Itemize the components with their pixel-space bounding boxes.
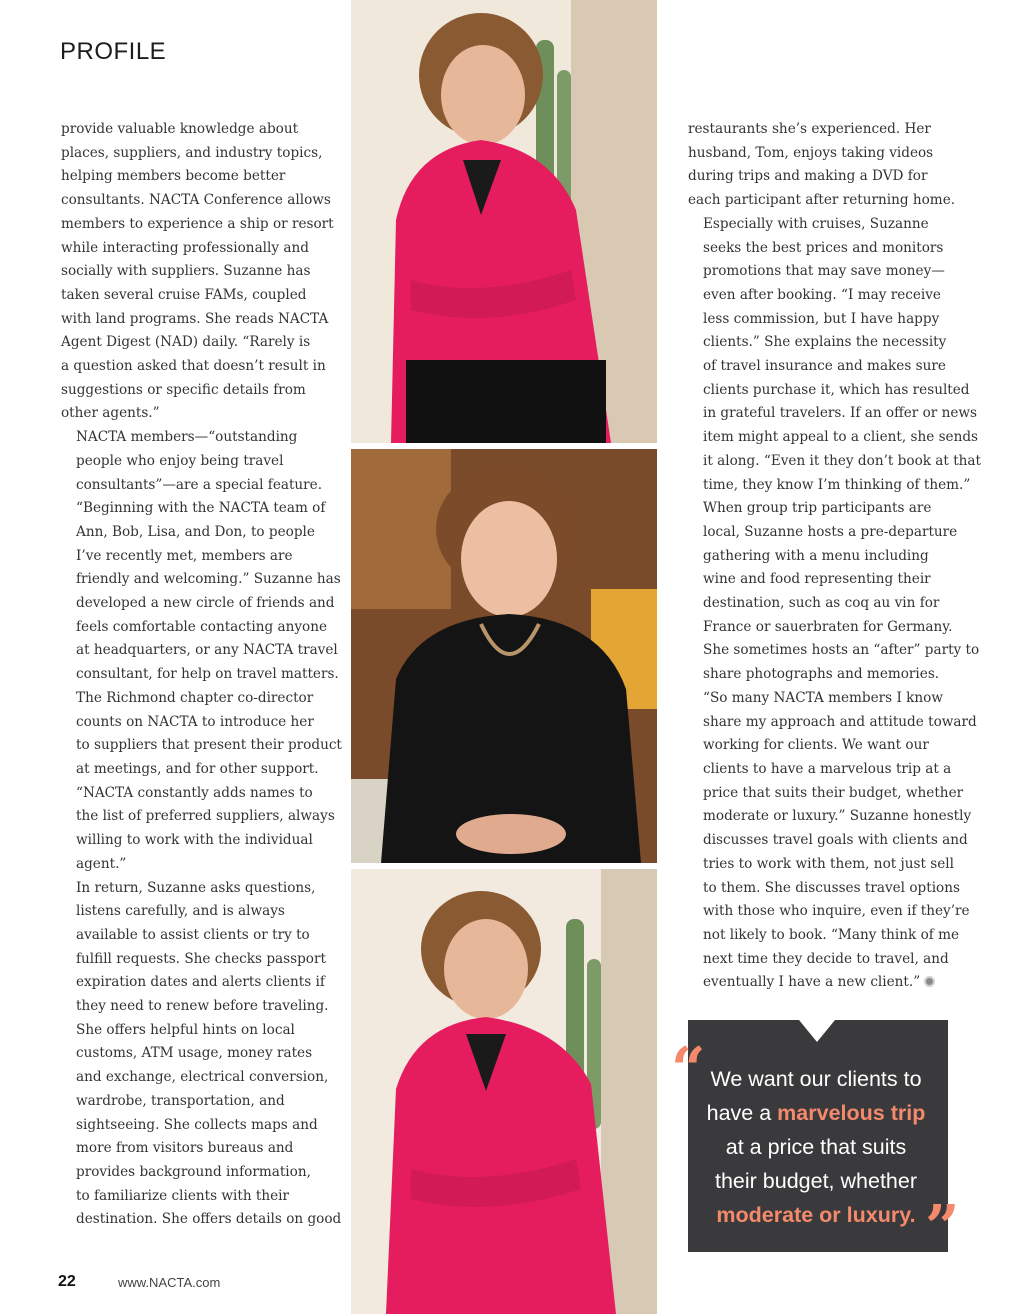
article-line: item might appeal to a client, she sends (703, 429, 979, 446)
article-line: a question asked that doesn’t result in (61, 358, 326, 375)
article-line: clients to have a marvelous trip at a (703, 760, 952, 777)
article-line: to suppliers that present their product (76, 737, 342, 754)
article-line: share my approach and attitude toward (703, 713, 977, 730)
pull-quote-line: We want our clients to (710, 1067, 922, 1091)
photo-portrait-3 (351, 869, 657, 1314)
article-line: in grateful travelers. If an offer or news (703, 405, 978, 422)
article-line: at headquarters, or any NACTA travel (76, 642, 338, 659)
pull-quote-highlight: marvelous trip (777, 1101, 926, 1125)
article-line: feels comfortable contacting anyone (76, 618, 327, 635)
article-paragraph (61, 118, 334, 426)
article-line: local, Suzanne hosts a pre-departure (703, 523, 958, 540)
article-line: while interacting professionally and (61, 239, 309, 256)
article-line: gathering with a menu including (703, 547, 929, 564)
end-of-article-icon (924, 976, 935, 987)
article-line: other agents.” (61, 405, 160, 422)
article-line: fulfill requests. She checks passport (76, 950, 326, 967)
article-line: even after booking. “I may receive (703, 286, 941, 303)
article-line: destination, such as coq au vin for (703, 595, 940, 612)
article-line: suggestions or specific details from (61, 381, 306, 398)
article-line: customs, ATM usage, money rates (76, 1045, 313, 1062)
pull-quote-line (700, 1096, 932, 1130)
article-line: willing to work with the individual (76, 832, 313, 849)
article-line: husband, Tom, enjoys taking videos (688, 144, 934, 161)
photo-portrait-1 (351, 0, 657, 443)
article-line: listens carefully, and is always (76, 903, 285, 920)
article-line: share photographs and memories. (703, 666, 940, 683)
pull-quote-fragment: have a (706, 1101, 778, 1125)
pull-quote-close-mark: ” (925, 1193, 960, 1263)
article-paragraph (61, 877, 342, 1233)
article-line: next time they decide to travel, and (703, 950, 949, 967)
article-column-right (688, 118, 981, 995)
article-column-left (61, 118, 342, 1232)
article-line: socially with suppliers. Suzanne has (61, 263, 311, 280)
article-line: sightseeing. She collects maps and (76, 1116, 318, 1133)
portrait-pink-jacket-smiling-image (351, 869, 657, 1314)
article-line: time, they know I’m thinking of them.” (703, 476, 971, 493)
pull-quote-highlight: moderate or luxury. (716, 1203, 916, 1227)
article-line: destination. She offers details on good (76, 1211, 342, 1228)
pull-quote-line: their budget, whether (715, 1169, 917, 1193)
article-line: taken several cruise FAMs, coupled (61, 286, 307, 303)
article-line: it along. “Even it they don’t book at that (703, 452, 981, 469)
article-line: Agent Digest (NAD) daily. “Rarely is (61, 334, 311, 351)
article-line: “Beginning with the NACTA team of (76, 500, 326, 517)
article-line: each participant after returning home. (688, 192, 956, 209)
article-line: consultants”—are a special feature. (76, 476, 323, 493)
article-line: restaurants she’s experienced. Her (688, 121, 931, 137)
article-line: to them. She discusses travel options (703, 879, 960, 896)
page-number: 22 (58, 1273, 76, 1290)
article-paragraph (61, 426, 342, 876)
article-line: consultant, for help on travel matters. (76, 666, 339, 683)
section-title: PROFILE (60, 38, 167, 65)
article-line: places, suppliers, and industry topics, (61, 144, 323, 161)
article-line: with land programs. She reads NACTA (61, 310, 329, 327)
article-line: working for clients. We want our (703, 737, 929, 754)
article-line: wardrobe, transportation, and (76, 1092, 285, 1109)
article-line: Especially with cruises, Suzanne (703, 215, 929, 232)
article-line: “NACTA constantly adds names to (76, 784, 313, 801)
article-line: clients purchase it, which has resulted (703, 381, 970, 398)
article-line: NACTA members—“outstanding (76, 429, 298, 446)
article-line: they need to renew before traveling. (76, 998, 329, 1015)
article-line: She offers helpful hints on local (76, 1021, 295, 1038)
article-paragraph (688, 213, 981, 497)
article-line: and exchange, electrical conversion, (76, 1069, 329, 1086)
article-line: not likely to book. “Many think of me (703, 926, 960, 943)
article-line: clients.” She explains the necessity (703, 334, 947, 351)
article-line: Ann, Bob, Lisa, and Don, to people (76, 523, 315, 540)
article-line: eventually I have a new client.” (688, 971, 956, 995)
article-line: with those who inquire, even if they’re (703, 903, 970, 920)
article-line: expiration dates and alerts clients if (76, 974, 325, 991)
article-line: more from visitors bureaus and (76, 1140, 294, 1157)
article-line: When group trip participants are (703, 500, 932, 517)
article-line: to familiarize clients with their (76, 1187, 290, 1204)
article-paragraph (688, 497, 980, 687)
article-line: wine and food representing their (703, 571, 931, 588)
pull-quote-line: at a price that suits (725, 1135, 907, 1159)
article-line: price that suits their budget, whether (703, 784, 964, 801)
article-line: tries to work with them, not just sell (703, 855, 954, 872)
article-line: less commission, but I have happy (703, 310, 940, 327)
pull-quote-text (700, 1062, 932, 1232)
article-line: people who enjoy being travel (76, 452, 284, 469)
photo-portrait-2 (351, 449, 657, 863)
article-line: provides background information, (76, 1163, 311, 1180)
footer-url: www.NACTA.com (118, 1275, 221, 1290)
article-line: members to experience a ship or resort (61, 215, 334, 232)
article-line: moderate or luxury.” Suzanne honestly (703, 808, 972, 825)
article-line: France or sauerbraten for Germany. (703, 618, 953, 635)
article-line: the list of preferred suppliers, always (76, 808, 335, 825)
article-line: available to assist clients or try to (76, 926, 310, 943)
article-line: during trips and making a DVD for (688, 168, 928, 185)
portrait-black-cardigan-seated-image (351, 449, 657, 863)
article-paragraph (688, 118, 956, 213)
pull-quote-open-mark: “ (671, 1035, 706, 1105)
pull-quote-notch (799, 1020, 835, 1042)
article-line: of travel insurance and makes sure (703, 358, 946, 375)
article-line: seeks the best prices and monitors (703, 239, 944, 256)
article-line: counts on NACTA to introduce her (76, 713, 314, 730)
article-line: agent.” (76, 855, 127, 872)
article-line: promotions that may save money— (703, 263, 945, 280)
article-line: In return, Suzanne asks questions, (76, 879, 316, 896)
article-line: I’ve recently met, members are (76, 547, 293, 564)
article-line: at meetings, and for other support. (76, 760, 319, 777)
article-line: The Richmond chapter co-director (76, 689, 314, 706)
portrait-pink-jacket-standing-image (351, 0, 657, 443)
article-line: provide valuable knowledge about (61, 121, 299, 137)
article-paragraph (688, 687, 977, 995)
article-line: “So many NACTA members I know (703, 689, 943, 706)
article-line: She sometimes hosts an “after” party to (703, 642, 980, 659)
article-line: consultants. NACTA Conference allows (61, 192, 331, 209)
article-line: discusses travel goals with clients and (703, 832, 968, 849)
article-line: friendly and welcoming.” Suzanne has (76, 571, 341, 588)
article-line: helping members become better (61, 168, 286, 185)
article-line: developed a new circle of friends and (76, 595, 335, 612)
